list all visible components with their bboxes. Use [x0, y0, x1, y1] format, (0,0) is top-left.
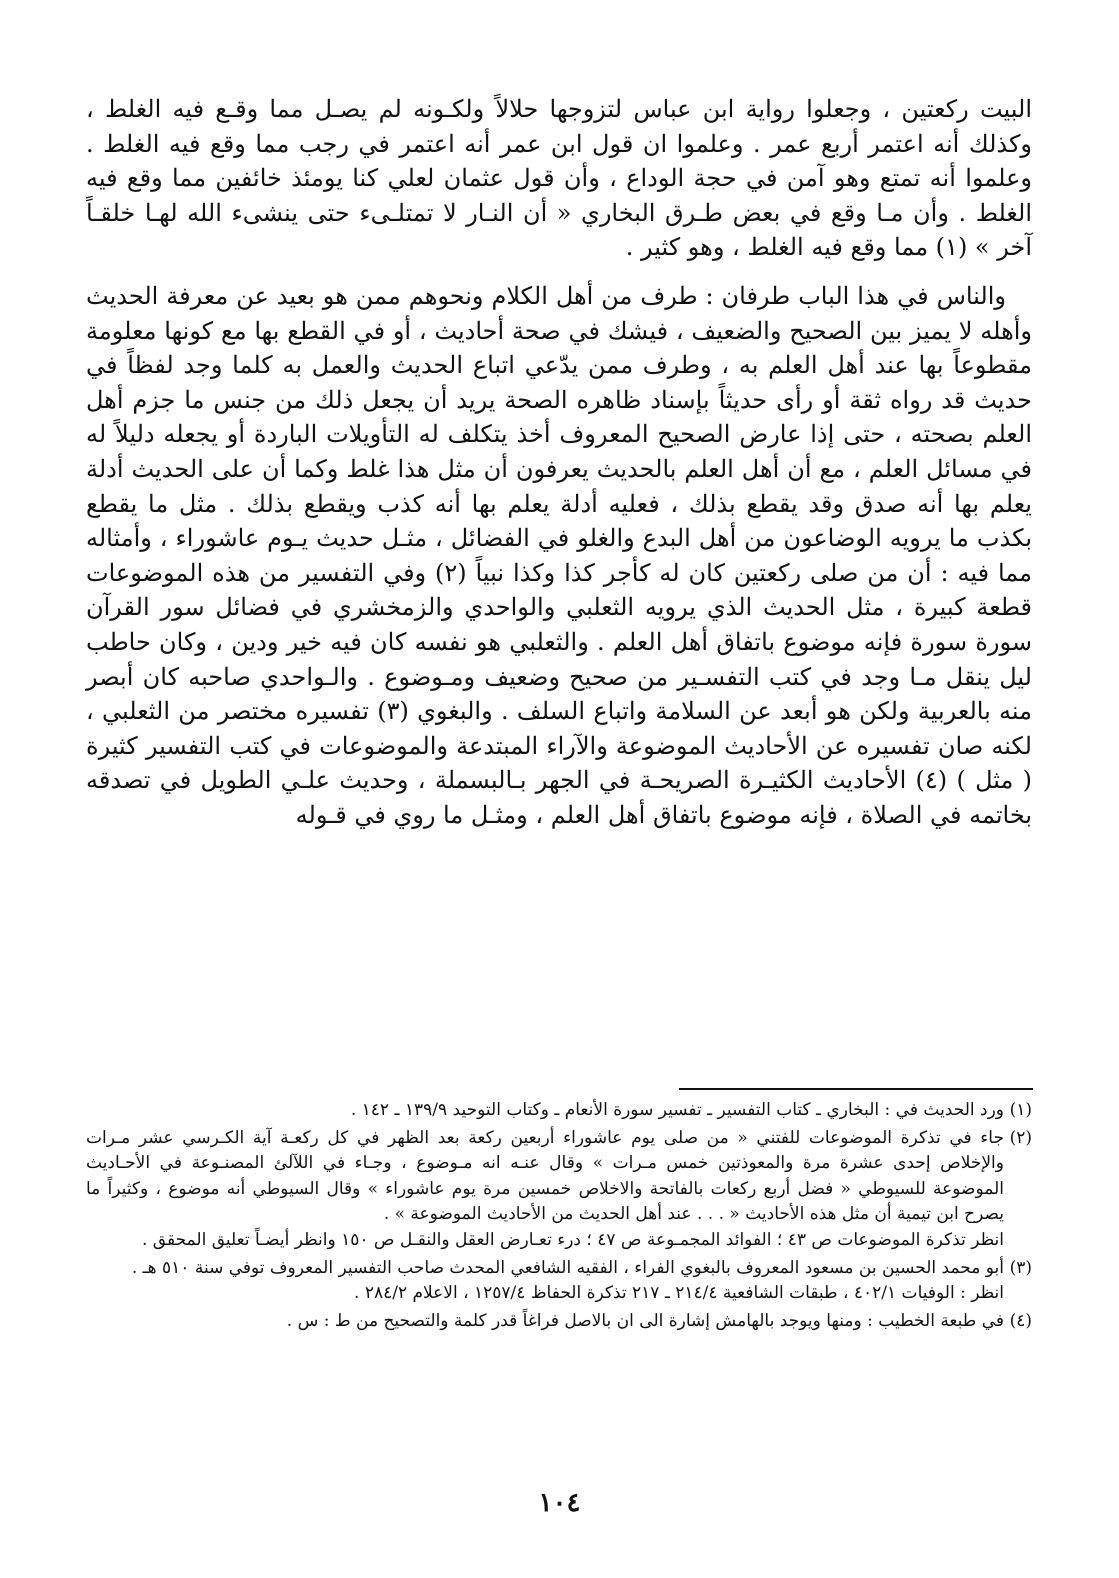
paragraph-1: البيت ركعتين ، وجعلوا رواية ابن عباس لتزوجها حلالاً ولكـونه لم يصـل مما وقـع فيه الغلط ، وكذلك أنه اعتمر أربع عمر . وعلموا ان قول ابن عمر أنه اعتمر في رجب مما وقع فيه الغلط . وعلموا أنه تمتع وهو آمن في حجة الوداع ، وأن قول عثمان لعلي كنا يومئذ خائفين مما وقع فيه الغلط . وأن مـا وقع في بعض طـرق البخاري « أن النـار لا تمتلـىء حتى ينشىء الله لهـا خلقـاً آخر » (١) مما وقع فيه الغلط ، وهو كثير .	[86, 95, 1032, 262]
footnote-number: (١)	[1009, 1100, 1032, 1120]
footnotes	[86, 1098, 1032, 1336]
footnote-number: (٤)	[1009, 1310, 1032, 1331]
footnote-text: في طبعة الخطيب : ومنها ويوجد بالهامش إشارة الى ان بالاصل فراغاً قدر كلمة والتصحيح من ط : س .	[286, 1310, 1004, 1331]
footnote-number: (٣)	[1009, 1257, 1032, 1278]
footnote-4	[86, 1309, 1032, 1335]
footnote-text: انظر تذكرة الموضوعات ص ٤٣ ؛ الفوائد المجمـوعة ص ٤٧ ؛ درء تعـارض العقل والنقـل ص ١٥٠ وانظر أيضـاً تعليق المحقق .	[142, 1229, 1004, 1250]
footnote-separator	[679, 1088, 1033, 1090]
footnote-number: (٢)	[1009, 1127, 1032, 1148]
footnote-text: جاء في تذكرة الموضوعات للفتني « من صلى يوم عاشوراء أربعين ركعة بعد الظهر في كل ركعـة آية الكـرسي عشر مـرات والإخلاص إحدى عشرة مرة والمعوذتين خمس مـرات » وقال عنـه انه مـوضوع ، وجـاء في اللآلئ المصنـوعة في الأحـاديث الموضوعة للسيوطي « فضل أربع ركعات بالفاتحة والاخلاص خمسين مرة يوم عاشوراء » وقال السيوطي أنه موضوع ، وكثيراً ما يصرح ابن تيمية أن مثل هذه الأحاديث « . . . عند أهل الحديث من الأحاديث الموضوعة » .	[86, 1127, 1004, 1225]
footnote-1	[86, 1098, 1032, 1124]
page-number: ١٠٤	[538, 1488, 581, 1518]
main-text	[86, 92, 1032, 832]
footnote-text: أبو محمد الحسين بن مسعود المعروف بالبغوي الفراء ، الفقيه الشافعي المحدث صاحب التفسير المعروف توفي سنة ٥١٠ هـ .	[131, 1257, 1004, 1278]
footnote-text: ورد الحديث في : البخاري ـ كتاب التفسير ـ تفسير سورة الأنعام ـ وكتاب التوحيد ١٣٩/٩ ـ ١٤٢ .	[350, 1100, 1004, 1120]
footnote-2	[86, 1126, 1032, 1254]
footnote-text: انظر : الوفيات ٤٠٢/١ ، طبقات الشافعية ٢١٤/٤ ـ ٢١٧ تذكرة الحفاظ ١٢٥٧/٤ ، الاعلام ٢٨٤/٢ .	[354, 1283, 1004, 1304]
paragraph-2: والناس في هذا الباب طرفان : طرف من أهل الكلام ونحوهم ممن هو بعيد عن معرفة الحديث وأهله لا يميز بين الصحيح والضعيف ، فيشك في صحة أحاديث ، أو في القطع بها مع كونها معلومة مقطوعاً بها عند أهل العلم به ، وطرف ممن يدّعي اتباع الحديث والعمل به كلما وجد لفظاً في حديث قد رواه ثقة أو رأى حديثاً بإسناد ظاهره الصحة يريد أن يجعل ذلك من جنس ما جزم أهل العلم بصحته ، حتى إذا عارض الصحيح المعروف أخذ يتكلف له التأويلات الباردة أو يجعله دليلاً له في مسائل العلم ، مع أن أهل العلم بالحديث يعرفون أن مثل هذا غلط وكما أن على الحديث أدلة يعلم بها أنه صدق وقد يقطع بذلك ، فعليه أدلة يعلم بها أنه كذب ويقطع بذلك . مثل ما يقطع بكذب ما يرويه الوضاعون من أهل البدع والغلو في الفضائل ، مثـل حديث يـوم عاشوراء ، وأمثاله مما فيه : أن من صلى ركعتين كان له كأجر كذا وكذا نبياً (٢) وفي التفسير من هذه الموضوعات قطعة كبيرة ، مثل الحديث الذي يرويه الثعلبي والواحدي والزمخشري في فضائل سور القرآن سورة سورة فإنه موضوع باتفاق أهل العلم . والثعلبي هو نفسه كان فيه خير ودين ، وكان حاطب ليل ينقل مـا وجد في كتب التفسـير من صحيح وضعيف ومـوضوع . والـواحدي صاحبه كان أبصر منه بالعربية ولكن هو أبعد عن السلامة واتباع السلف . والبغوي (٣) تفسيره مختصر من الثعلبي ، لكنه صان تفسيره عن الأحاديث الموضوعة والآراء المبتدعة والموضوعات في كتب التفسير كثيرة ( مثل ) (٤) الأحاديث الكثيـرة الصريحـة في الجهر بـالبسملة ، وحديث علـي الطويل في تصدقه بخاتمه في الصلاة ، فإنه موضوع باتفاق أهل العلم ، ومثـل ما روي في قـوله	[86, 281, 1033, 829]
footnote-3	[86, 1256, 1032, 1307]
